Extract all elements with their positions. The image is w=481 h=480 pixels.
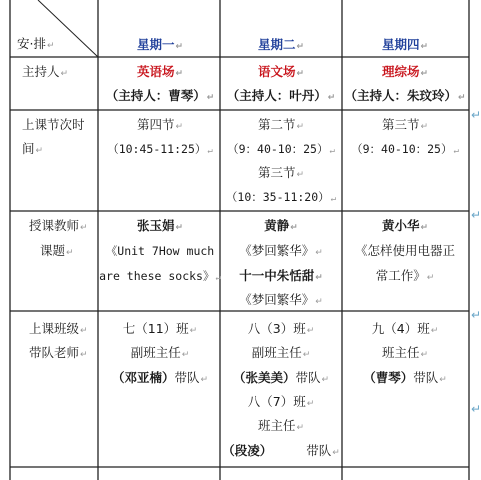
role-monday: 副班主任↵ — [130, 345, 190, 360]
teacher-thursday: 黄小华↵ — [381, 218, 429, 233]
row-label-class-line1: 上课班级↵ — [29, 321, 88, 336]
time-tuesday-2: （10：35-11:20）↵ — [225, 190, 337, 204]
row-label-period-line2: 间↵ — [22, 141, 44, 156]
corner-label: 安·排↵ — [17, 36, 55, 51]
role-tuesday-2: 班主任↵ — [257, 418, 305, 433]
row-label-host: 主持人↵ — [22, 64, 69, 79]
host-chinese: （主持人：叶丹）↵ — [226, 88, 336, 103]
role-tuesday-1: 副班主任↵ — [251, 345, 311, 360]
lead-tuesday-2: （段凌） 带队↵ — [222, 443, 340, 458]
topic-thursday-line2: 常工作》↵ — [375, 268, 435, 283]
class-monday: 七（11）班↵ — [122, 321, 198, 336]
row-end-marker: ↵ — [471, 402, 481, 416]
venue-english: 英语场↵ — [136, 64, 184, 79]
row-label-class-line2: 带队老师↵ — [29, 345, 88, 360]
row-label-teacher-line1: 授课教师↵ — [29, 218, 88, 233]
column-header-monday: 星期一↵ — [136, 37, 184, 52]
venue-chinese: 语文场↵ — [257, 64, 305, 79]
topic-monday-line1: 《Unit 7How much — [105, 244, 215, 258]
time-thursday: （9：40-10：25）↵ — [351, 142, 459, 156]
time-monday: （10:45-11:25）↵ — [107, 142, 213, 156]
column-header-tuesday: 星期二↵ — [257, 37, 305, 52]
period-tuesday-2: 第三节↵ — [257, 165, 305, 180]
class-thursday: 九（4）班↵ — [371, 321, 439, 336]
period-monday: 第四节↵ — [136, 117, 184, 132]
time-tuesday-1: （9：40-10：25）↵ — [227, 142, 335, 156]
period-thursday: 第三节↵ — [381, 117, 429, 132]
column-header-thursday: 星期四↵ — [381, 37, 429, 52]
class-tuesday-1: 八（3）班↵ — [247, 321, 315, 336]
topic-tuesday-1: 《梦回繁华》↵ — [239, 243, 323, 258]
period-tuesday-1: 第二节↵ — [257, 117, 305, 132]
lead-tuesday-1: （张美美）带队↵ — [232, 370, 330, 385]
row-end-marker: ↵ — [471, 308, 481, 322]
topic-monday-line2: are these socks》↵ — [99, 269, 221, 283]
host-science: （主持人：朱玟玲）↵ — [344, 88, 466, 103]
teacher-tuesday-1: 黄静↵ — [264, 218, 298, 233]
row-label-period-line1: 上课节次时 — [22, 117, 85, 132]
topic-thursday-line1: 《怎样使用电器正 — [354, 243, 456, 258]
row-end-marker: ↵ — [471, 108, 481, 122]
teacher-monday: 张玉娟↵ — [136, 218, 184, 233]
venue-science: 理综场↵ — [381, 64, 429, 79]
host-english: （主持人：曹琴）↵ — [105, 88, 215, 103]
lead-thursday: （曹琴）带队↵ — [363, 370, 447, 385]
row-end-marker: ↵ — [471, 208, 481, 222]
row-label-teacher-line2: 课题↵ — [40, 243, 74, 258]
class-tuesday-2: 八（7）班↵ — [247, 394, 315, 409]
topic-tuesday-2: 《梦回繁华》↵ — [239, 292, 323, 307]
lead-monday: （邓亚楠）带队↵ — [111, 370, 209, 385]
teacher-tuesday-2: 十一中朱恬甜↵ — [239, 268, 323, 283]
role-thursday: 班主任↵ — [381, 345, 429, 360]
